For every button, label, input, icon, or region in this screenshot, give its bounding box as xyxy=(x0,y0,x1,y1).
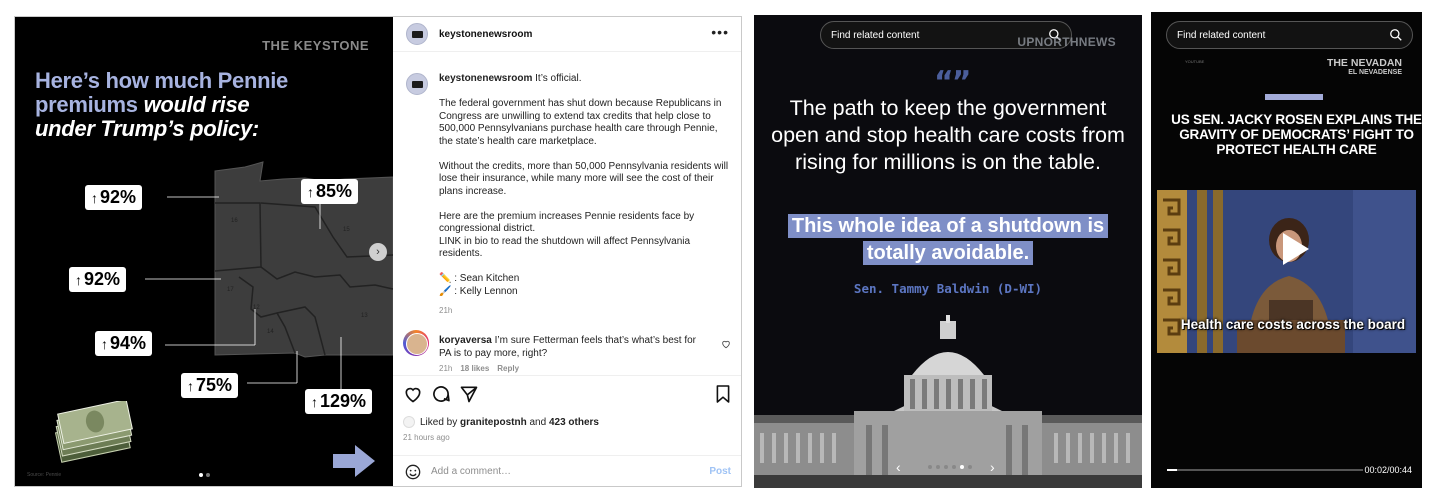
slide-dot xyxy=(928,465,932,469)
comment-icon[interactable] xyxy=(431,384,451,404)
comment-time: 21h xyxy=(439,364,453,373)
caption-timestamp: 21h xyxy=(439,306,453,315)
post-caption xyxy=(439,73,729,298)
post-sidebar xyxy=(393,17,741,486)
caption-paragraph: Without the credits, more than 50,000 Pennsylvania residents will lose their insurance, while many more will see the cost of their plans increase. xyxy=(439,160,729,197)
video-progress-fill xyxy=(1167,469,1177,471)
instagram-post xyxy=(14,16,742,487)
liker-avatar xyxy=(403,416,415,428)
nevadan-brand-main: THE NEVADAN xyxy=(1326,57,1402,69)
stat-value: 75% xyxy=(196,375,233,395)
caption-username[interactable]: keystonenewsroom xyxy=(439,73,533,84)
caption-paragraph: Here are the premium increases Pennie residents face by congressional district. xyxy=(439,210,695,234)
quote-text: The path to keep the government open and stop health care costs from rising for millions is on the table. xyxy=(771,96,1125,174)
district-label-12: 12 xyxy=(253,305,260,311)
share-icon[interactable] xyxy=(459,384,479,404)
stat-label xyxy=(69,267,126,292)
liked-by-user[interactable]: granitepostnh xyxy=(460,416,527,428)
quote-highlight xyxy=(768,213,1128,267)
comment-text: I’m sure Fetterman feels that’s what’s best for PA is to pay more, right? xyxy=(439,335,696,359)
stat-label xyxy=(305,389,372,414)
stat-value: 85% xyxy=(316,181,353,201)
headline-line1: Here’s how much Pennie xyxy=(35,68,288,93)
up-arrow-icon: ↑ xyxy=(311,394,318,410)
comment-meta xyxy=(439,364,519,373)
comment-username[interactable]: koryaversa xyxy=(439,335,492,346)
source-note: Source: Pennie xyxy=(27,472,62,478)
upnorth-brand: UPNORTHNEWS xyxy=(1017,35,1116,49)
capitol-building-image xyxy=(754,315,1142,488)
more-options-icon[interactable]: ••• xyxy=(711,24,729,40)
comment-input[interactable]: Add a comment… xyxy=(431,466,512,477)
next-slide-button[interactable]: › xyxy=(990,459,995,475)
emoji-icon[interactable] xyxy=(405,464,421,480)
post-graphic[interactable] xyxy=(15,17,393,486)
accent-bar xyxy=(1265,94,1323,100)
commenter-avatar[interactable] xyxy=(403,330,429,356)
search-placeholder: Find related content xyxy=(831,30,920,41)
play-icon[interactable] xyxy=(1275,231,1311,267)
money-stack-icon xyxy=(49,401,139,471)
caption-link-line: LINK in bio to read the shutdown will affect Pennsylvania residents. xyxy=(439,235,691,259)
stat-value: 92% xyxy=(84,269,121,289)
post-actions xyxy=(393,375,741,415)
stat-label xyxy=(85,185,142,210)
search-placeholder: Find related content xyxy=(1177,30,1266,41)
post-comment-button[interactable]: Post xyxy=(709,466,731,477)
slide-dots xyxy=(928,465,972,469)
slide-dot xyxy=(968,465,972,469)
search-bar[interactable] xyxy=(1166,21,1413,49)
district-label-14: 14 xyxy=(267,329,274,335)
slide-dot xyxy=(936,465,940,469)
nevadan-brand-sub: EL NEVADENSE xyxy=(1348,69,1402,76)
quote-highlight-text: This whole idea of a shutdown is totally avoidable. xyxy=(788,214,1108,265)
video-caption: Health care costs across the board xyxy=(1180,317,1406,332)
comment-likes[interactable]: 18 likes xyxy=(460,364,490,373)
liked-by xyxy=(403,416,599,428)
stat-label xyxy=(95,331,152,356)
post-timestamp: 21 hours ago xyxy=(403,433,450,442)
comment-like-icon[interactable] xyxy=(721,339,731,349)
district-label-17: 17 xyxy=(227,287,234,293)
video-time: 00:02/00:44 xyxy=(1364,465,1412,475)
search-icon[interactable] xyxy=(1389,28,1403,42)
source-tag: YOUTUBE xyxy=(1185,59,1205,64)
stat-value: 92% xyxy=(100,187,137,207)
post-header xyxy=(393,17,741,52)
previous-slide-button[interactable]: ‹ xyxy=(896,459,901,475)
district-label-16: 16 xyxy=(231,218,238,224)
arrow-right-icon xyxy=(333,445,377,477)
headline-line3: under Trump’s policy: xyxy=(35,116,259,142)
nevadan-brand xyxy=(1327,58,1402,78)
stat-label xyxy=(301,179,358,204)
headline-would-rise: would rise xyxy=(143,92,250,118)
story-title: US SEN. JACKY ROSEN EXPLAINS THE GRAVITY OF DEMOCRATS’ FIGHT TO PROTECT HEALTH CARE xyxy=(1171,112,1422,157)
quote-attribution: Sen. Tammy Baldwin (D-WI) xyxy=(853,281,1043,296)
district-label-13: 13 xyxy=(361,313,368,319)
carousel-dot xyxy=(199,473,203,477)
carousel-next-button[interactable]: › xyxy=(369,243,387,261)
stat-label xyxy=(181,373,238,398)
caption-avatar[interactable] xyxy=(406,73,428,95)
account-username[interactable]: keystonenewsroom xyxy=(439,29,533,40)
upnorth-story xyxy=(754,15,1142,488)
quote-mark-icon: “” xyxy=(934,65,970,100)
reply-button[interactable]: Reply xyxy=(497,364,520,373)
liked-by-others[interactable]: 423 others xyxy=(548,416,599,428)
up-arrow-icon: ↑ xyxy=(187,378,194,394)
carousel-dots xyxy=(199,473,210,477)
caption-credit: ✏️ : Sean Kitchen xyxy=(439,273,520,284)
slide-dot xyxy=(944,465,948,469)
slide-dot xyxy=(960,465,964,469)
bookmark-icon[interactable] xyxy=(715,384,731,404)
liked-by-and: and xyxy=(529,416,547,428)
up-arrow-icon: ↑ xyxy=(101,336,108,352)
like-icon[interactable] xyxy=(403,384,423,404)
comment xyxy=(439,335,709,360)
up-arrow-icon: ↑ xyxy=(91,190,98,206)
headline-premiums: premiums xyxy=(35,92,138,118)
keystone-brand: THE KEYSTONE xyxy=(262,38,369,53)
add-comment-bar xyxy=(393,455,741,486)
caption-intro: It’s official. xyxy=(535,73,582,84)
video-progress-bar[interactable] xyxy=(1167,469,1363,471)
nevadan-story xyxy=(1151,12,1422,488)
carousel-dot xyxy=(206,473,210,477)
slide-dot xyxy=(952,465,956,469)
caption-paragraph: The federal government has shut down because Republicans in Congress are unwilling to extend tax credits that help close to 500,000 Pennsylvanians purchase health care through Pennie, the state’s health care marketplace. xyxy=(439,98,722,147)
liked-by-prefix: Liked by xyxy=(420,416,458,428)
up-arrow-icon: ↑ xyxy=(75,272,82,288)
account-avatar[interactable] xyxy=(406,23,428,45)
stat-value: 129% xyxy=(320,391,367,411)
stat-value: 94% xyxy=(110,333,147,353)
up-arrow-icon: ↑ xyxy=(307,184,314,200)
district-label-15: 15 xyxy=(343,227,350,233)
caption-credit: 🖌️ : Kelly Lennon xyxy=(439,285,518,297)
